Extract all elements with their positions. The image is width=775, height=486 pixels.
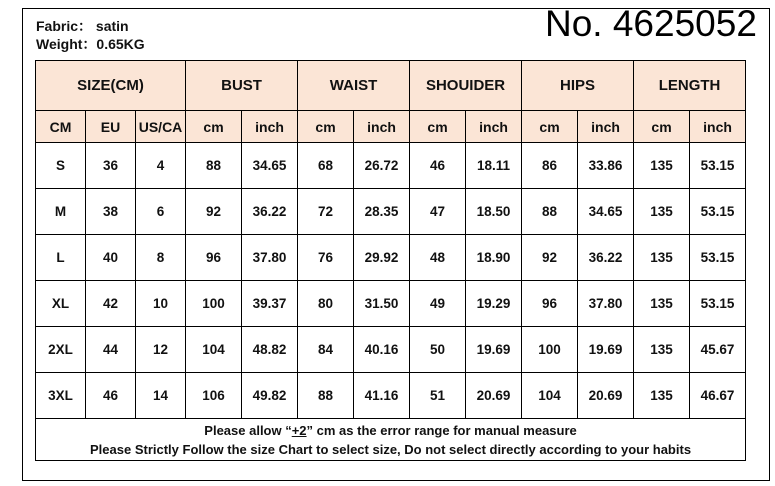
table-cell: 96 [522,281,578,327]
header-bust: BUST [186,61,298,111]
table-cell: 80 [298,281,354,327]
size-label-cell: S [36,143,86,189]
table-cell: 53.15 [690,235,746,281]
size-chart-table [35,60,746,461]
table-cell: 34.65 [578,189,634,235]
table-cell: 28.35 [354,189,410,235]
table-cell: 40.16 [354,327,410,373]
table-cell: 39.37 [242,281,298,327]
unit-header-cell: US/CA [136,111,186,143]
table-cell: 135 [634,373,690,419]
table-cell: 26.72 [354,143,410,189]
table-cell: 84 [298,327,354,373]
table-cell: 135 [634,189,690,235]
unit-header-cell: cm [522,111,578,143]
table-cell: 47 [410,189,466,235]
table-cell: 135 [634,143,690,189]
table-cell: 20.69 [578,373,634,419]
table-cell: 88 [522,189,578,235]
table-cell: 96 [186,235,242,281]
table-cell: 51 [410,373,466,419]
table-cell: 49.82 [242,373,298,419]
table-cell: 19.69 [466,327,522,373]
table-cell: 88 [298,373,354,419]
table-cell: 19.29 [466,281,522,327]
table-cell: 53.15 [690,189,746,235]
table-cell: 135 [634,327,690,373]
table-cell: 86 [522,143,578,189]
unit-header-cell: inch [354,111,410,143]
note-prefix: Please allow “ [204,422,292,438]
unit-header-cell: inch [690,111,746,143]
table-cell: 100 [186,281,242,327]
product-number: No. 4625052 [545,3,757,44]
table-cell: 37.80 [578,281,634,327]
table-cell: 53.15 [690,143,746,189]
table-cell: 53.15 [690,281,746,327]
table-cell: 49 [410,281,466,327]
unit-header-cell: cm [298,111,354,143]
table-cell: 45.67 [690,327,746,373]
table-cell: 19.69 [578,327,634,373]
table-cell: 31.50 [354,281,410,327]
table-row [36,189,746,235]
fabric-label: Fabric： satin [36,18,129,34]
table-cell: 33.86 [578,143,634,189]
table-cell: 14 [136,373,186,419]
table-cell: 92 [186,189,242,235]
table-cell: 36 [86,143,136,189]
table-cell: 4 [136,143,186,189]
table-row [36,143,746,189]
unit-header-cell: cm [410,111,466,143]
unit-header-cell: inch [242,111,298,143]
table-cell: 29.92 [354,235,410,281]
group-header-row [36,61,746,111]
table-cell: 68 [298,143,354,189]
table-row [36,235,746,281]
table-cell: 50 [410,327,466,373]
header-length: LENGTH [634,61,746,111]
table-cell: 92 [522,235,578,281]
table-cell: 46 [410,143,466,189]
table-cell: 36.22 [578,235,634,281]
notes-cell [36,419,746,461]
unit-header-cell: inch [466,111,522,143]
error-range-note [36,421,745,440]
table-cell: 34.65 [242,143,298,189]
unit-header-cell: CM [36,111,86,143]
table-cell: 106 [186,373,242,419]
notes-row [36,419,746,461]
note-suffix: ” cm as the error range for manual measure [306,422,577,438]
table-cell: 135 [634,281,690,327]
size-label-cell: XL [36,281,86,327]
table-cell: 40 [86,235,136,281]
table-cell: 10 [136,281,186,327]
table-row [36,327,746,373]
table-cell: 48 [410,235,466,281]
table-row [36,373,746,419]
table-row [36,281,746,327]
table-cell: 38 [86,189,136,235]
size-label-cell: 2XL [36,327,86,373]
header-shoulder: SHOUIDER [410,61,522,111]
size-selection-note: Please Strictly Follow the size Chart to select size, Do not select directly according to your habits [90,441,692,457]
header-size: SIZE(CM) [36,61,186,111]
size-label-cell: M [36,189,86,235]
table-cell: 42 [86,281,136,327]
table-cell: 104 [522,373,578,419]
table-cell: 36.22 [242,189,298,235]
size-label-cell: 3XL [36,373,86,419]
table-cell: 37.80 [242,235,298,281]
table-cell: 18.50 [466,189,522,235]
table-cell: 18.11 [466,143,522,189]
unit-header-cell: cm [634,111,690,143]
table-cell: 12 [136,327,186,373]
table-cell: 8 [136,235,186,281]
table-cell: 20.69 [466,373,522,419]
tolerance-value: +2 [291,422,307,438]
table-cell: 104 [186,327,242,373]
table-cell: 18.90 [466,235,522,281]
table-cell: 6 [136,189,186,235]
unit-header-cell: inch [578,111,634,143]
size-label-cell: L [36,235,86,281]
table-cell: 88 [186,143,242,189]
unit-header-cell: cm [186,111,242,143]
product-info [36,17,145,53]
table-cell: 100 [522,327,578,373]
table-cell: 41.16 [354,373,410,419]
unit-header-cell: EU [86,111,136,143]
weight-label: Weight：0.65KG [36,36,145,52]
table-cell: 46 [86,373,136,419]
header-hips: HIPS [522,61,634,111]
unit-header-row [36,111,746,143]
table-cell: 76 [298,235,354,281]
table-cell: 72 [298,189,354,235]
table-cell: 48.82 [242,327,298,373]
header-waist: WAIST [298,61,410,111]
table-cell: 46.67 [690,373,746,419]
table-cell: 44 [86,327,136,373]
table-cell: 135 [634,235,690,281]
